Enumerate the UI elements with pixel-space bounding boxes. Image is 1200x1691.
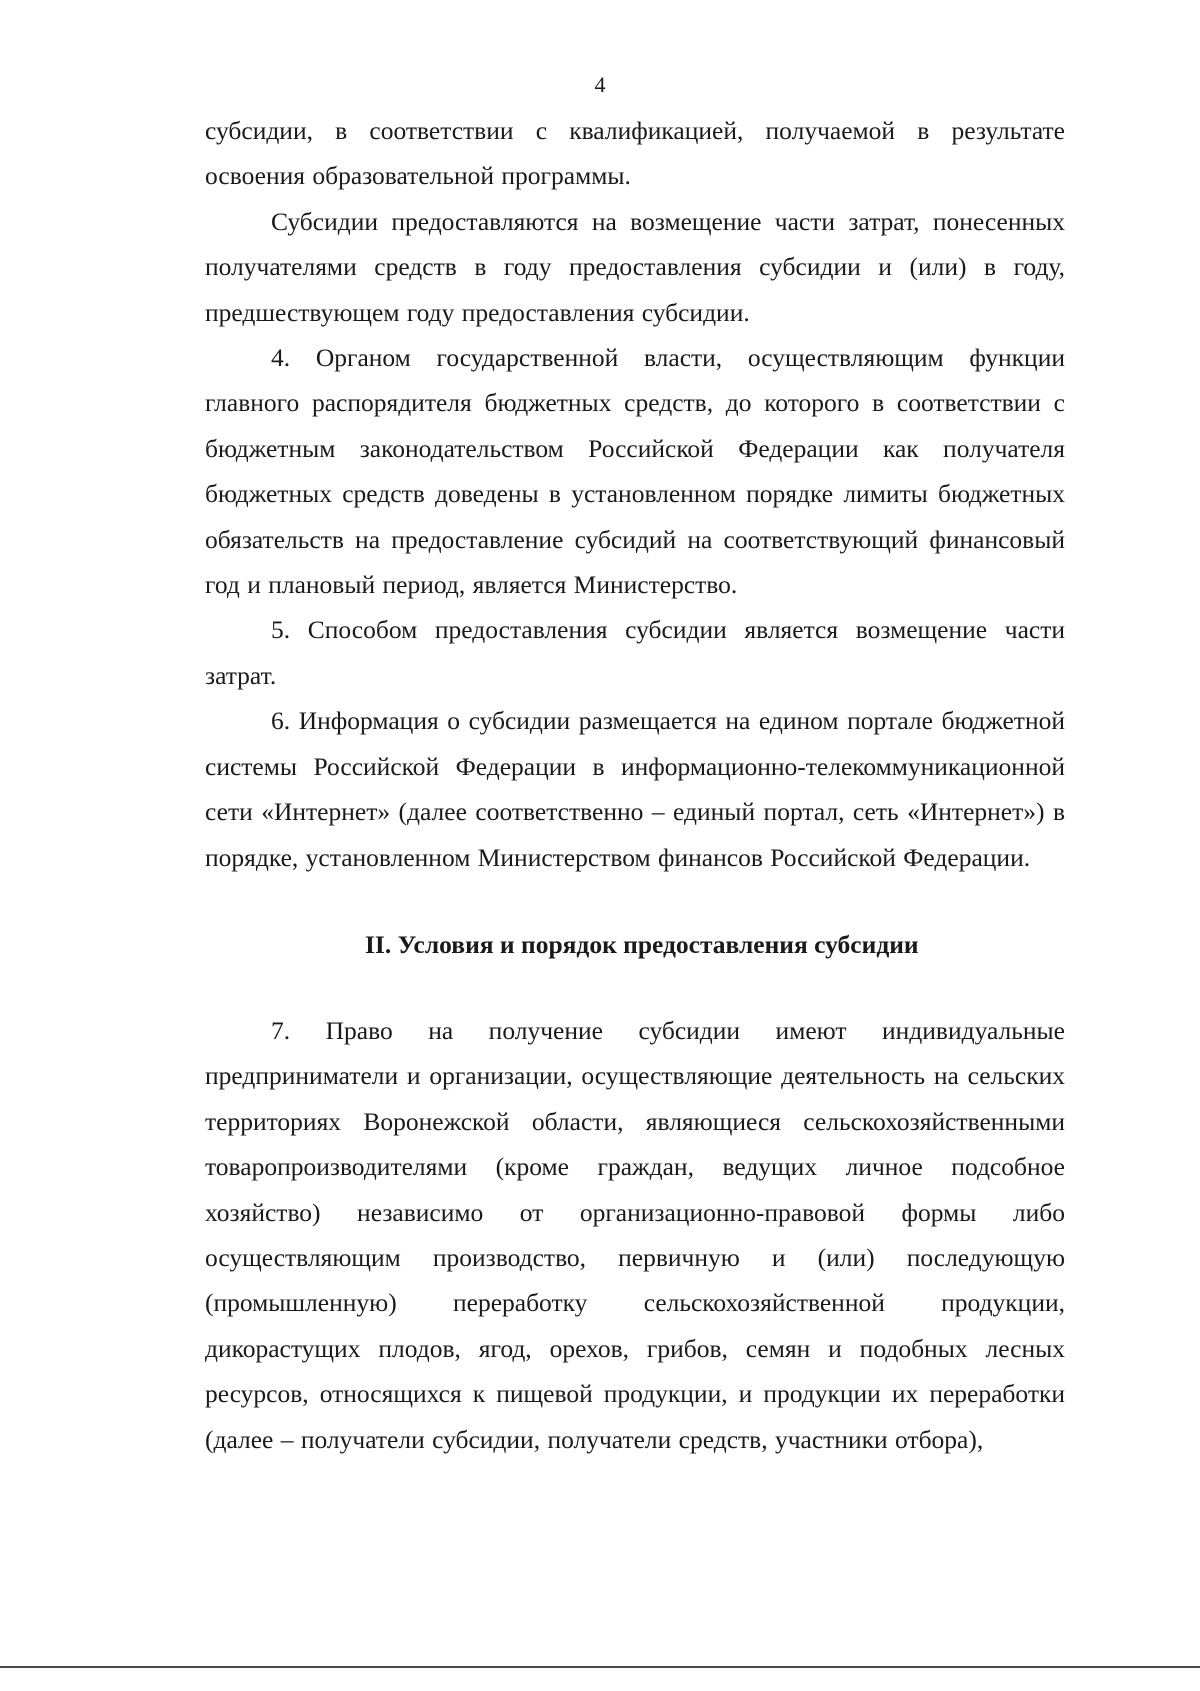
section-heading: II. Условия и порядок предоставления субсидии <box>365 930 919 959</box>
bottom-divider <box>0 1666 1200 1668</box>
document-body-top <box>205 108 1065 880</box>
paragraph-subsidy-purpose: Субсидии предоставляются на возмещение части затрат, понесенных получателями средств в году предоставления субсидии и (или) в году, предшествующем году предоставления субсидии. <box>205 206 1065 327</box>
paragraph-item-7: 7. Право на получение субсидии имеют индивидуальные предприниматели и организации, осуществляющие деятельность на сельских территориях Воронежской области, являющиеся сельскохозяйственными товаропроизводителями (кроме граждан, ведущих личное подсобное хозяйство) независимо от организационно-правовой формы либо осуществляющим производство, первичную и (или) последующую (промышленную) переработку сельскохозяйственной продукции, дикорастущих плодов, ягод, орехов, грибов, семян и подобных лесных ресурсов, относящихся к пищевой продукции, и продукции их переработки (далее – получатели субсидии, получатели средств, участники отбора), <box>205 1016 1065 1454</box>
paragraph-item-5: 5. Способом предоставления субсидии является возмещение части затрат. <box>205 615 1065 690</box>
document-body-bottom <box>205 1008 1065 1462</box>
paragraph-item-4: 4. Органом государственной власти, осуществляющим функции главного распорядителя бюджетных средств, до которого в соответствии с бюджетным законодательством Российской Федерации как получателя бюджетных средств доведены в установленном порядке лимиты бюджетных обязательств на предоставление субсидий на соответствующий финансовый год и плановый период, является Министерство. <box>205 343 1065 600</box>
paragraph-continuation: субсидии, в соответствии с квалификацией, получаемой в результате освоения образовательной программы. <box>205 116 1065 191</box>
paragraph-item-6: 6. Информация о субсидии размещается на едином портале бюджетной системы Российской Федерации в информационно-телекоммуникационной сети «Интернет» (далее соответственно – единый портал, сеть «Интернет») в порядке, установленном Министерством финансов Российской Федерации. <box>205 706 1065 872</box>
page-number: 4 <box>594 72 606 97</box>
